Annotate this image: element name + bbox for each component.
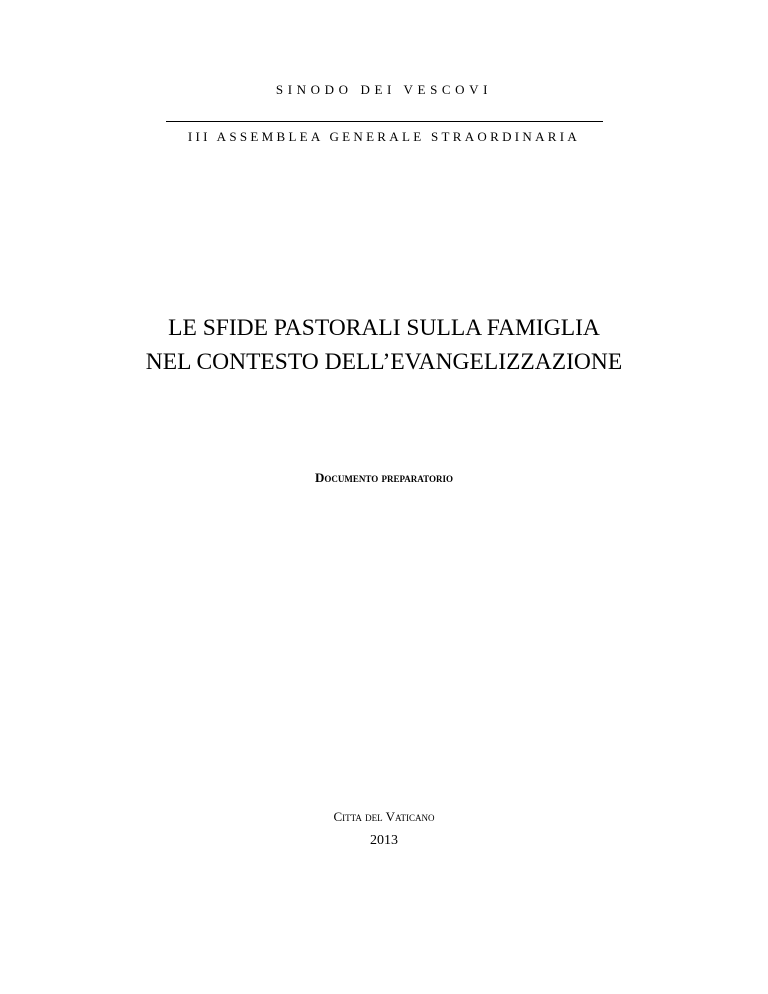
assembly-heading: III ASSEMBLEA GENERALE STRAORDINARIA xyxy=(187,129,581,144)
title-line-1: LE SFIDE PASTORALI SULLA FAMIGLIA xyxy=(168,315,600,341)
header-divider xyxy=(166,121,603,122)
document-subtitle: Documento preparatorio xyxy=(315,470,453,485)
organization-heading: SINODO DEI VESCOVI xyxy=(275,82,493,97)
title-line-2: NEL CONTESTO DELL’EVANGELIZZAZIONE xyxy=(145,349,623,375)
publication-year: 2013 xyxy=(370,833,398,848)
publication-place: Citta del Vaticano xyxy=(333,809,435,824)
document-title xyxy=(0,311,768,379)
